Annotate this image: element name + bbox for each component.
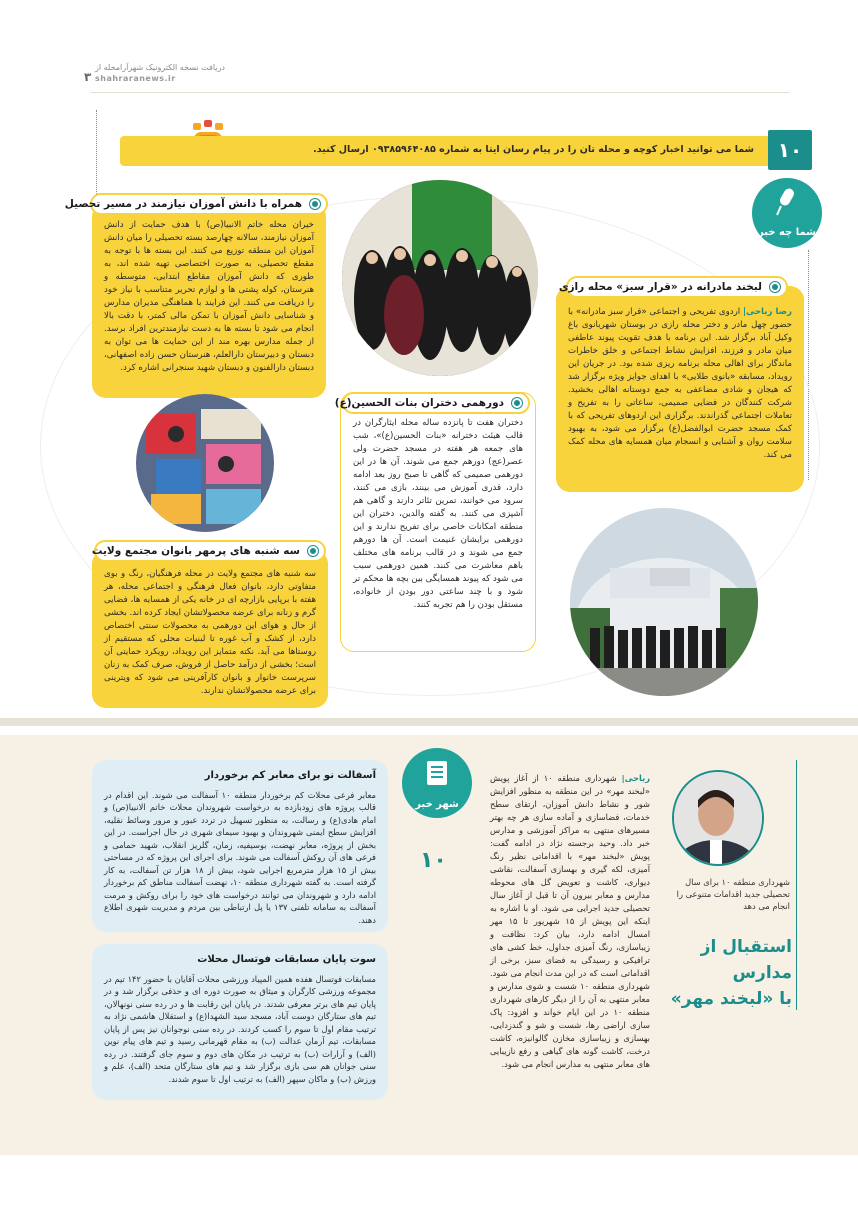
photo-girls [342, 180, 538, 376]
news-body: معابر فرعی محلات کم برخوردار منطقه ۱۰ آسفالت می شوند. این اقدام در قالب پروژه های زودبازده به درخواست شهروندان محلات خاتم الانبیا(ص) و امام هادی(ع) و رسالت، به منظور تسهیل در تردد عبور و مرور وسائط نقلیه، افزایش سطح ایمنی شهروندان و بهبود سیمای شهری در حال اجراست. در این بخش از پروژه، معابر نهضت، بوسیفیه، زمان، گلریز انقلاب، شهید حمامی و فرعی های آن روکش آسفالت می شوند. برای اجرای این پروژه که در مساحتی بیش از ۱۵ هزار مترمربع اجرایی شود، بیش از ۱۸ هزار تن آسفالت، به کار گرفته است. به گفته شهرداری منطقه ۱۰، نهضت آسفالت مناطق کم برخوردار ادامه دارد و شهروندان می توانند درخواست های خود را برای روکش و مرمت آسفالت به سامانه تلفنی ۱۳۷ یا پل ارتباطی بین مردم و مدیریت شهری اطلاع دهند. [104, 789, 377, 925]
news-futsal [92, 944, 388, 1100]
bullet-icon [308, 546, 318, 556]
section-label: شما چه خبر [757, 227, 817, 238]
mic-icon [774, 186, 800, 218]
bullet-icon [512, 398, 522, 408]
news-mehr-title [650, 934, 792, 1012]
article-title [64, 193, 328, 215]
article-title-text: همراه با دانش آموزان نیازمند در مسیر تحصیل [64, 198, 302, 210]
news-mehr-title-line1: استقبال از مدارس [700, 937, 792, 983]
article-tuesdays [92, 550, 328, 708]
newspaper-icon [426, 760, 448, 786]
article-title [91, 540, 326, 562]
page-number: ۳ [84, 70, 92, 84]
banner-number: ۱۰ [768, 130, 812, 170]
section-badge [752, 178, 822, 248]
article-body: دختران هفت تا پانزده ساله محله ایثارگران در قالب هیئت دخترانه «بنات الحسین(ع)»، شب های جمعه هر هفته در مسجد حضرت ولی عصر(عج) دورهم جمع می شوند. آن ها در این دورهمی صمیمی که گاهی تا صبح روز بعد ادامه دارد، قدری آموزش می بینند، بازی می کنند، سرود می خوانند، تمرین تئاتر دارند و گاهی هم آشپزی می کنند. به گفته والدین، دختران این منطقه امکانات خاصی برای تفریح ندارند و این دورهمی برایشان غنیمت است. آن ها دورهم جمع می شوند و در قالب برنامه های مختلف باهم معاشرت می کنند. همین دورهمی سبب می شود که پیوند همسایگی بین بچه ها محکم تر شود و با چند ساعتی دور بودن از خانواده، مستقل بودن را هم تجربه کنند. [353, 418, 523, 610]
article-camp [556, 286, 804, 492]
news-mehr-body [490, 772, 650, 1071]
article-body-text: اردوی تفریحی و اجتماعی «قرار سبز مادرانه» با حضور چهل مادر و دختر محله رازی در بوستان شهربانوی باغ وکیل آباد برگزار شد. این برنامه با هدف تقویت پیوند عاطفی میان مادر و فرزند، افزایش نشاط اجتماعی و خلق خاطرات ماندگار برای اهالی محله برنامه ریزی شده بود. در جریان این رویداد، مسابقه «بانوی طلایی» با اهدای جوایز ویژه برگزار شد که هیجان و شادی مضاعفی به جمع دوستانه اهالی بخشید. شرکت کنندگان در فضایی صمیمی، ساعاتی را به تفریح و تعاملات اجتماعی گذراندند. برگزاری این اردوهای تفریحی که با کمک مسجد حضرت ابوالفضل(ع) برگزار می شود، به بهبود سلامت روان و آشنایی و انسجام میان همسایه های محله کمک می کند. [568, 307, 792, 460]
connector [96, 110, 97, 200]
article-title-text: دورهمی دختران بنات الحسین(ع) [334, 397, 504, 409]
city-news-label: شهر خبر [415, 799, 459, 810]
news-mehr-kicker: شهرداری منطقه ۱۰ برای سال تحصیلی جدید اقدامات متنوعی را انجام می دهد [676, 877, 790, 911]
news-mehr-title-line2: با «لبخند مهر» [670, 989, 792, 1009]
photo-camp-group [570, 508, 758, 696]
article-title [558, 276, 788, 298]
news-title: سوت پایان مسابقات فوتسال محلات [197, 954, 376, 965]
banner-message: شما می توانید اخبار کوچه و محله تان را در پیام رسان ایتا به شماره ۰۹۳۸۵۹۶۴۰۸۵ ارسال کنید. [313, 144, 754, 155]
article-title-text: لبخند مادرانه در «قرار سبز» محله رازی [558, 281, 762, 293]
section-divider [0, 718, 858, 726]
article-body-text: شهرداری منطقه ۱۰ از آغاز پویش «لبخند مهر» در این منطقه به منظور افزایش شور و نشاط دانش آموزان، ارتقای سطح خدمات، فضاسازی و آماده سازی هر چه بهتر مسیرهای منتهی به مراکز آموزشی و مدارس خبر داد. وحید برجسته نژاد در ادامه گفت: پویش «لبخند مهر» با اقداماتی نظیر رنگ آمیزی، لکه گیری و بهسازی آسفالت، نقاشی دیواری، کاشت و تعویض گل های محوطه مدارس و معابر بیرون آن تا قبل از آغاز سال تحصیلی جدید اجرایی می شود. او با اشاره به اینکه این پویش از ۱۵ شهریور تا ۱۵ مهر امسال ادامه دارد، بیان کرد: نظافت و زیباسازی، رنگ آمیزی جداول، خط کشی های ترافیکی و رسیدگی به فضای سبز، برخی از اقداماتی است که در این مدت انجام می شود. شهرداری منطقه ۱۰ شست و شوی مدارس و معابر منتهی به آن را از دیگر کارهای شهرداری منطقه ۱۰ در این ایام خواند و افزود: پاک سازی اراضی رها، شست و شو و گندزدایی، بهسازی و زیباسازی مخازن گالوانیزه، کاشت درخت، کاشت گونه های گیاهی و رفع نازیبایی های معابر منتهی به مدارس انجام می شود. [490, 773, 650, 1069]
article-body [568, 306, 792, 462]
banner-strip [120, 136, 806, 166]
bullet-icon [770, 282, 780, 292]
article-body: خیران محله خاتم الانبیا(ص) با هدف حمایت از دانش آموزان نیازمند، سالانه چهارصد بسته تحصیلی را میان دانش آموزان این منطقه توزیع می کنند. این بسته ها با توجه به مقطع تحصیلی، به صورت اختصاصی تهیه شده اند، به طوری که دانش آموزان مقاطع ابتدایی، متوسطه و هنرستان، کوله پشتی ها و لوازم تحریر متناسب با نیاز خود را دریافت می کنند. این فرایند با هماهنگی مدیران مدارس و شناسایی دانش آموزان با تمکن مالی کمتر، با دقت بالا انجام می شود تا بسته ها به دست نیازمندترین افراد برسد. از جمله مدارس بهره مند از این حمایت ها می توان به دبستان و دبیرستان دارالعلم، هنرستان حسن زاده اصفهانی، دبستان دارالفنون و دبستان شهید سنجرانی اشاره کرد. [104, 220, 314, 373]
photo-stationery [136, 394, 274, 532]
header-line1: دریافت نسخه الکترونیک شهرآرامحله از [95, 63, 225, 72]
news-body: مسابقات فوتسال هفده همین المپیاد ورزشی محلات آقایان با حضور ۱۴۲ تیم در مجموعه ورزشی کارگران و میثاق به صورت دوره ای و حذفی برگزار شد و در پایان تیم های برتر معرفی شدند. در پایان این رقابت ها و در رده سنی نونهالان، تیم های ستارگان دوست آباد، مسجد سید الشهدا(ع) و استقلال هاشمی نژاد به ترتیب مقام اول تا سوم را کسب کردند. در رده سنی نوجوانان نیز پس از پایان مسابقات، تیم آرمان عدالت (ب) به مقام قهرمانی رسید و تیم های پیام نوین (الف) و آرارات (ب) به ترتیب در مکان های دوم و سوم جای گرفتند. در رده سنی جوانان هم سی بازی برگزار شد و تیم های ستارگان متحد (الف)، علم و ورزش (ب) و ماکان سپهر (الف) به ترتیب اول تا سوم شدند. [104, 973, 377, 1084]
article-quran [340, 392, 536, 652]
header-rule [90, 92, 790, 93]
city-news-number: ۱۰ [420, 848, 447, 873]
article-byline: رضا رباحی| [742, 307, 792, 317]
connector [796, 760, 797, 1010]
city-news-badge [402, 748, 472, 818]
article-title [334, 392, 530, 414]
article-title-text: سه شنبه های پرمهر بانوان مجتمع ولایت [91, 545, 300, 557]
header-url[interactable]: shahraranews.ir [95, 74, 176, 83]
article-byline: رباحی| [621, 773, 650, 783]
article-students [92, 203, 326, 398]
news-asphalt [92, 760, 388, 932]
bullet-icon [310, 199, 320, 209]
article-body: سه شنبه های مجتمع ولایت در محله فرهنگیان، رنگ و بوی متفاوتی دارد، بانوان فعال فرهنگی و اجتماعی محله، هر هفته با برپایی بازارچه ای در خانه یکی از همسایه ها، فضایی گرم و زنانه برای عرضه محصولاتشان ایجاد کرده اند. بخشی از حال و هوای این دورهمی به محصولات سنتی اختصاص دارد، از کشک و آب غوره تا لبنیات محلی که مستقیم از روستاها می آید. نکته متمایز این رویداد، رویکرد حمایتی آن است؛ بخشی از درآمد حاصل از فروش، صرف کمک به زنان سرپرست خانوار و بانوان کارآفرینی می شود که ویترینی برای عرضه محصولاتشان ندارند. [104, 569, 316, 696]
header-site [95, 62, 225, 84]
portrait-photo [672, 770, 764, 866]
news-title: آسفالت نو برای معابر کم برخوردار [204, 770, 376, 781]
